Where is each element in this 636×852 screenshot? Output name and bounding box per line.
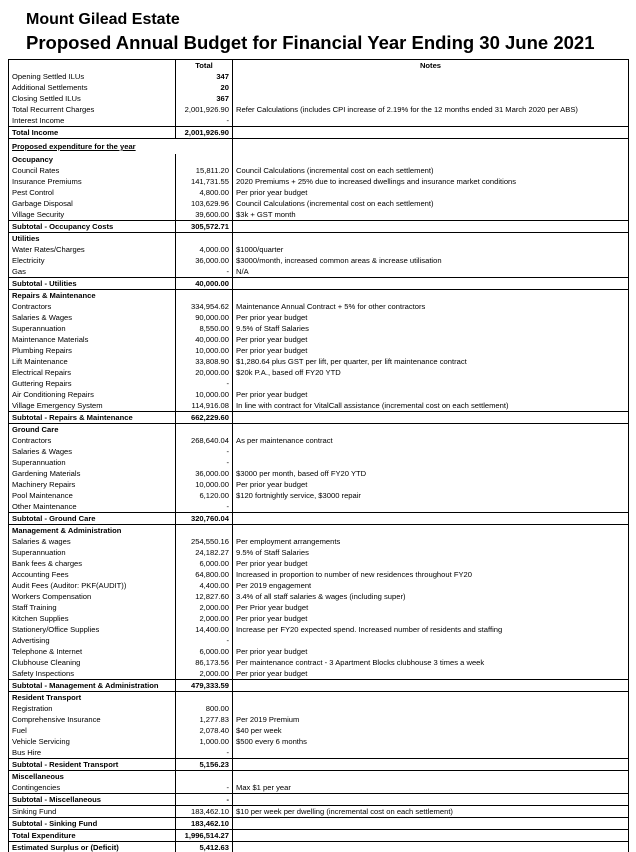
table-row-subtotal-repairs-maintenance — [9, 412, 629, 424]
row-note: Per Prior year budget — [236, 603, 309, 612]
row-value: 5,412.63 — [176, 842, 233, 852]
row-value: 662,229.60 — [176, 412, 233, 424]
row-label: Staff Training — [9, 602, 176, 613]
row-note: Increased in proportion to number of new residences throughout FY20 — [236, 570, 472, 579]
row-label: Ground Care — [9, 424, 176, 436]
row-note — [233, 378, 629, 389]
row-note: Per prior year budget — [236, 390, 308, 399]
row-note: Per prior year budget — [236, 669, 308, 678]
table-row-registration — [9, 703, 629, 714]
row-value: 36,000.00 — [176, 255, 233, 266]
column-header-row — [9, 60, 629, 72]
row-note: Maintenance Annual Contract + 5% for other contractors — [236, 302, 426, 311]
table-row-comprehensive-insurance — [9, 714, 629, 725]
row-label: Gas — [9, 266, 176, 278]
column-header-total: Total — [176, 60, 233, 72]
row-label: Guttering Repairs — [9, 378, 176, 389]
row-label: Accounting Fees — [9, 569, 176, 580]
row-note — [233, 154, 629, 165]
table-row-telephone-internet — [9, 646, 629, 657]
row-note: $120 fortnightly service, $3000 repair — [236, 491, 361, 500]
row-value: - — [176, 635, 233, 646]
row-note: Per prior year budget — [236, 346, 308, 355]
row-note — [233, 513, 629, 525]
row-note — [233, 635, 629, 646]
row-note — [233, 127, 629, 139]
row-note: $20k P.A., based off FY20 YTD — [236, 368, 341, 377]
row-label: Superannuation — [9, 457, 176, 468]
row-note: Per employment arrangements — [236, 537, 341, 546]
row-note: 3.4% of all staff salaries & wages (including super) — [236, 592, 406, 601]
row-value: 1,996,514.27 — [176, 830, 233, 842]
row-note: $1000/quarter — [236, 245, 284, 254]
row-label: Village Security — [9, 209, 176, 221]
row-value: - — [176, 747, 233, 759]
row-note — [233, 233, 629, 245]
row-value — [176, 233, 233, 245]
row-value: - — [176, 782, 233, 794]
row-label: Contractors — [9, 435, 176, 446]
row-note — [233, 93, 629, 104]
row-label: Plumbing Repairs — [9, 345, 176, 356]
row-note: 9.5% of Staff Salaries — [236, 548, 309, 557]
row-value: 2,078.40 — [176, 725, 233, 736]
row-label: Village Emergency System — [9, 400, 176, 412]
row-value — [176, 154, 233, 165]
row-note: $3000/month, increased common areas & increase utilisation — [236, 256, 442, 265]
row-value: 33,808.90 — [176, 356, 233, 367]
row-note: Per 2019 engagement — [236, 581, 312, 590]
row-value: 20 — [176, 82, 233, 93]
row-note — [233, 747, 629, 759]
row-value: 1,277.83 — [176, 714, 233, 725]
row-note: In line with contract for VitalCall assistance (incremental cost on each settlement) — [236, 401, 509, 410]
row-note: $500 every 6 months — [236, 737, 307, 746]
row-value: 141,731.55 — [176, 176, 233, 187]
row-value: 2,000.00 — [176, 668, 233, 680]
row-note: 9.5% of Staff Salaries — [236, 324, 309, 333]
row-note — [233, 818, 629, 830]
table-row-estimated-surplus-or-deficit — [9, 842, 629, 852]
row-note — [233, 221, 629, 233]
row-value: - — [176, 794, 233, 806]
row-note: N/A — [236, 267, 249, 276]
row-value: 36,000.00 — [176, 468, 233, 479]
table-row-electricity — [9, 255, 629, 266]
table-row-bus-hire — [9, 747, 629, 759]
row-label: Resident Transport — [9, 692, 176, 704]
table-row-salaries-wages — [9, 312, 629, 323]
table-row-total-expenditure — [9, 830, 629, 842]
row-value: 2,000.00 — [176, 613, 233, 624]
table-row-staff-training — [9, 602, 629, 613]
row-value — [176, 771, 233, 783]
table-row-maintenance-materials — [9, 334, 629, 345]
row-label: Bank fees & charges — [9, 558, 176, 569]
table-row-vehicle-servicing — [9, 736, 629, 747]
row-label: Total Income — [9, 127, 176, 139]
table-row-subtotal-ground-care — [9, 513, 629, 525]
row-value: 305,572.71 — [176, 221, 233, 233]
row-value: 4,800.00 — [176, 187, 233, 198]
row-value: 183,462.10 — [176, 806, 233, 818]
row-value: 6,120.00 — [176, 490, 233, 501]
row-label: Registration — [9, 703, 176, 714]
row-label: Management & Administration — [9, 525, 176, 537]
row-note — [233, 457, 629, 468]
table-row-contractors — [9, 301, 629, 312]
row-label: Superannuation — [9, 547, 176, 558]
row-note — [233, 501, 629, 513]
table-row-subtotal-utilities — [9, 278, 629, 290]
row-note: Per prior year budget — [236, 335, 308, 344]
row-note — [233, 703, 629, 714]
row-value: 114,916.08 — [176, 400, 233, 412]
row-value: - — [176, 457, 233, 468]
row-note — [233, 115, 629, 127]
table-row-bank-fees-charges — [9, 558, 629, 569]
table-row-closing-settled-ilus — [9, 93, 629, 104]
table-row-accounting-fees — [9, 569, 629, 580]
row-value: 800.00 — [176, 703, 233, 714]
row-label: Pest Control — [9, 187, 176, 198]
table-row-clubhouse-cleaning — [9, 657, 629, 668]
row-note: Per prior year budget — [236, 313, 308, 322]
table-row-insurance-premiums — [9, 176, 629, 187]
table-row-advertising — [9, 635, 629, 646]
row-value: 479,333.59 — [176, 680, 233, 692]
row-value: 64,800.00 — [176, 569, 233, 580]
document-header — [26, 8, 595, 54]
row-note: Per maintenance contract - 3 Apartment Blocks clubhouse 3 times a week — [236, 658, 485, 667]
row-label: Occupancy — [9, 154, 176, 165]
row-label: Advertising — [9, 635, 176, 646]
row-label: Pool Maintenance — [9, 490, 176, 501]
row-value: 86,173.56 — [176, 657, 233, 668]
row-label: Additional Settlements — [9, 82, 176, 93]
row-value: 320,760.04 — [176, 513, 233, 525]
row-value: 2,001,926.90 — [176, 127, 233, 139]
row-value: 40,000.00 — [176, 334, 233, 345]
row-label: Air Conditioning Repairs — [9, 389, 176, 400]
row-label: Electrical Repairs — [9, 367, 176, 378]
table-row-resident-transport — [9, 692, 629, 704]
budget-table — [8, 59, 629, 852]
row-label: Water Rates/Charges — [9, 244, 176, 255]
row-note — [233, 794, 629, 806]
row-label: Stationery/Office Supplies — [9, 624, 176, 635]
row-note — [233, 692, 629, 704]
table-row-superannuation — [9, 547, 629, 558]
table-row-workers-compensation — [9, 591, 629, 602]
row-note — [233, 82, 629, 93]
row-label: Garbage Disposal — [9, 198, 176, 209]
row-label: Electricity — [9, 255, 176, 266]
row-note: Per prior year budget — [236, 647, 308, 656]
table-row-contractors — [9, 435, 629, 446]
section-title — [9, 139, 233, 155]
row-value: - — [176, 115, 233, 127]
row-value: 14,400.00 — [176, 624, 233, 635]
table-row-gardening-materials — [9, 468, 629, 479]
row-value: 40,000.00 — [176, 278, 233, 290]
table-row-water-rates-charges — [9, 244, 629, 255]
table-row-opening-settled-ilus — [9, 71, 629, 82]
row-value: 183,462.10 — [176, 818, 233, 830]
row-value: 1,000.00 — [176, 736, 233, 747]
row-value: 15,811.20 — [176, 165, 233, 176]
row-value: 12,827.60 — [176, 591, 233, 602]
row-value: 268,640.04 — [176, 435, 233, 446]
row-label: Telephone & Internet — [9, 646, 176, 657]
table-row-subtotal-resident-transport — [9, 759, 629, 771]
budget-table-body — [9, 71, 629, 852]
table-row-pool-maintenance — [9, 490, 629, 501]
table-row-salaries-wages — [9, 446, 629, 457]
row-value: 103,629.96 — [176, 198, 233, 209]
row-note: $40 per week — [236, 726, 282, 735]
row-note: Per prior year budget — [236, 614, 308, 623]
row-value: 20,000.00 — [176, 367, 233, 378]
row-value: 10,000.00 — [176, 389, 233, 400]
row-value: - — [176, 446, 233, 457]
row-note — [233, 412, 629, 424]
row-note: Increase per FY20 expected spend. Increased number of residents and staffing — [236, 625, 503, 634]
row-label: Total Recurrent Charges — [9, 104, 176, 115]
row-label: Sinking Fund — [9, 806, 176, 818]
row-label: Salaries & Wages — [9, 312, 176, 323]
row-value — [176, 525, 233, 537]
row-note: $1,280.64 plus GST per lift, per quarter, per lift maintenance contract — [236, 357, 467, 366]
row-note: Per prior year budget — [236, 559, 308, 568]
row-label: Council Rates — [9, 165, 176, 176]
row-label: Kitchen Supplies — [9, 613, 176, 624]
row-label: Superannuation — [9, 323, 176, 334]
row-note: Refer Calculations (includes CPI increase of 2.19% for the 12 months ended 31 March 2020 per ABS) — [236, 105, 578, 114]
row-note — [233, 680, 629, 692]
row-label: Repairs & Maintenance — [9, 290, 176, 302]
row-note — [233, 139, 629, 155]
table-row-total-recurrent-charges — [9, 104, 629, 115]
row-value: - — [176, 378, 233, 389]
table-row-subtotal-miscellaneous — [9, 794, 629, 806]
row-value: 254,550.16 — [176, 536, 233, 547]
table-row-air-conditioning-repairs — [9, 389, 629, 400]
table-row-safety-inspections — [9, 668, 629, 680]
row-label: Subtotal - Ground Care — [9, 513, 176, 525]
row-label: Estimated Surplus or (Deficit) — [9, 842, 176, 852]
table-row-utilities — [9, 233, 629, 245]
row-value — [176, 692, 233, 704]
row-note: Max $1 per year — [236, 783, 291, 792]
row-label: Contingencies — [9, 782, 176, 794]
row-note: $3000 per month, based off FY20 YTD — [236, 469, 367, 478]
table-row-machinery-repairs — [9, 479, 629, 490]
row-value — [176, 290, 233, 302]
row-label: Machinery Repairs — [9, 479, 176, 490]
table-row-subtotal-management-administration — [9, 680, 629, 692]
row-label: Comprehensive Insurance — [9, 714, 176, 725]
row-note: Per 2019 Premium — [236, 715, 300, 724]
row-label: Gardening Materials — [9, 468, 176, 479]
row-label: Maintenance Materials — [9, 334, 176, 345]
row-value: 367 — [176, 93, 233, 104]
row-value: 334,954.62 — [176, 301, 233, 312]
table-row-management-administration — [9, 525, 629, 537]
table-row-contingencies — [9, 782, 629, 794]
row-value: 10,000.00 — [176, 345, 233, 356]
row-note — [233, 424, 629, 436]
row-label: Subtotal - Sinking Fund — [9, 818, 176, 830]
table-row-pest-control — [9, 187, 629, 198]
table-row-proposed-expenditure-for-the-year — [9, 139, 629, 155]
row-label: Subtotal - Occupancy Costs — [9, 221, 176, 233]
row-label: Salaries & wages — [9, 536, 176, 547]
table-row-superannuation — [9, 323, 629, 334]
row-label: Safety Inspections — [9, 668, 176, 680]
row-value: 4,000.00 — [176, 244, 233, 255]
table-row-audit-fees-auditor-pkf-audit — [9, 580, 629, 591]
table-row-additional-settlements — [9, 82, 629, 93]
row-note: 2020 Premiums + 25% due to increased dwellings and insurance market conditions — [236, 177, 517, 186]
row-note: $10 per week per dwelling (incremental cost on each settlement) — [236, 807, 453, 816]
row-value — [176, 424, 233, 436]
row-label: Subtotal - Repairs & Maintenance — [9, 412, 176, 424]
row-value: 2,000.00 — [176, 602, 233, 613]
row-label: Bus Hire — [9, 747, 176, 759]
row-value: 5,156.23 — [176, 759, 233, 771]
row-note: Per prior year budget — [236, 480, 308, 489]
table-row-plumbing-repairs — [9, 345, 629, 356]
table-row-superannuation — [9, 457, 629, 468]
table-row-total-income — [9, 127, 629, 139]
row-label: Audit Fees (Auditor: PKF(AUDIT)) — [9, 580, 176, 591]
row-note — [233, 525, 629, 537]
table-row-village-security — [9, 209, 629, 221]
column-header-blank — [9, 60, 176, 72]
table-row-kitchen-supplies — [9, 613, 629, 624]
table-row-gas — [9, 266, 629, 278]
row-note — [233, 290, 629, 302]
row-value: 4,400.00 — [176, 580, 233, 591]
row-label: Subtotal - Miscellaneous — [9, 794, 176, 806]
row-value: 90,000.00 — [176, 312, 233, 323]
table-row-lift-maintenance — [9, 356, 629, 367]
table-row-council-rates — [9, 165, 629, 176]
row-label: Opening Settled ILUs — [9, 71, 176, 82]
row-label: Fuel — [9, 725, 176, 736]
row-value: 2,001,926.90 — [176, 104, 233, 115]
row-value: 39,600.00 — [176, 209, 233, 221]
row-note: Council Calculations (incremental cost on each settlement) — [236, 166, 434, 175]
row-label: Vehicle Servicing — [9, 736, 176, 747]
row-value: - — [176, 501, 233, 513]
row-label: Total Expenditure — [9, 830, 176, 842]
table-row-other-maintenance — [9, 501, 629, 513]
row-value: 6,000.00 — [176, 558, 233, 569]
table-row-sinking-fund — [9, 806, 629, 818]
table-row-guttering-repairs — [9, 378, 629, 389]
page-subtitle: Proposed Annual Budget for Financial Year Ending 30 June 2021 — [26, 32, 595, 54]
row-label: Subtotal - Resident Transport — [9, 759, 176, 771]
row-label: Contractors — [9, 301, 176, 312]
table-row-fuel — [9, 725, 629, 736]
row-label: Other Maintenance — [9, 501, 176, 513]
row-label: Insurance Premiums — [9, 176, 176, 187]
table-row-stationery-office-supplies — [9, 624, 629, 635]
row-label: Subtotal - Management & Administration — [9, 680, 176, 692]
row-label: Utilities — [9, 233, 176, 245]
row-note — [233, 278, 629, 290]
row-value: 10,000.00 — [176, 479, 233, 490]
table-row-garbage-disposal — [9, 198, 629, 209]
row-note: Council Calculations (incremental cost on each settlement) — [236, 199, 434, 208]
row-label: Salaries & Wages — [9, 446, 176, 457]
table-row-salaries-wages — [9, 536, 629, 547]
column-header-notes: Notes — [419, 61, 442, 70]
page-title: Mount Gilead Estate — [26, 11, 180, 28]
row-note — [233, 446, 629, 457]
row-note: Per prior year budget — [236, 188, 308, 197]
row-label: Miscellaneous — [9, 771, 176, 783]
table-row-subtotal-sinking-fund — [9, 818, 629, 830]
table-row-subtotal-occupancy-costs — [9, 221, 629, 233]
table-row-repairs-maintenance — [9, 290, 629, 302]
table-row-miscellaneous — [9, 771, 629, 783]
row-value: 6,000.00 — [176, 646, 233, 657]
row-value: 347 — [176, 71, 233, 82]
row-value: 8,550.00 — [176, 323, 233, 334]
row-value: - — [176, 266, 233, 278]
row-note — [233, 759, 629, 771]
table-row-ground-care — [9, 424, 629, 436]
row-note — [233, 71, 629, 82]
row-label: Subtotal - Utilities — [9, 278, 176, 290]
table-row-interest-income — [9, 115, 629, 127]
row-note — [233, 830, 629, 842]
row-label: Interest Income — [9, 115, 176, 127]
table-row-village-emergency-system — [9, 400, 629, 412]
row-label: Lift Maintenance — [9, 356, 176, 367]
table-row-occupancy — [9, 154, 629, 165]
section-title-text: Proposed expenditure for the year — [12, 142, 136, 151]
row-label: Clubhouse Cleaning — [9, 657, 176, 668]
row-note: As per maintenance contract — [236, 436, 333, 445]
row-label: Workers Compensation — [9, 591, 176, 602]
row-note: $3k + GST month — [236, 210, 296, 219]
row-label: Closing Settled ILUs — [9, 93, 176, 104]
row-note — [233, 842, 629, 852]
table-row-electrical-repairs — [9, 367, 629, 378]
row-value: 24,182.27 — [176, 547, 233, 558]
row-note — [233, 771, 629, 783]
